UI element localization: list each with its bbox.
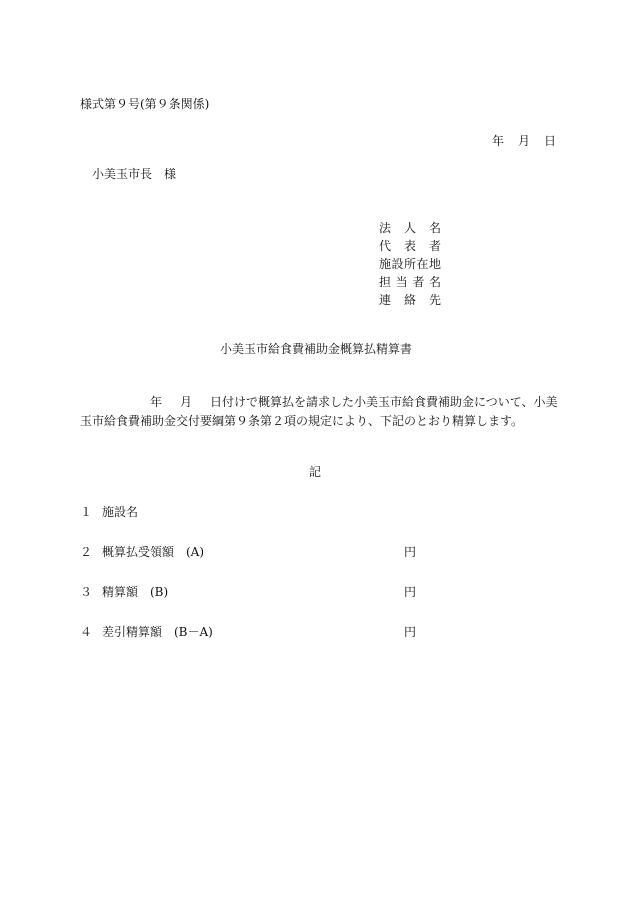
body-line-1 [80, 393, 558, 412]
applicant-field-corporation-name [379, 219, 441, 237]
applicant-char: 連 [379, 293, 392, 307]
item-unit-yen: 円 [404, 585, 417, 599]
submission-date [492, 133, 556, 149]
applicant-char: 表 [403, 239, 416, 253]
item-label: 差引精算額 (B－A) [102, 625, 213, 639]
applicant-char: 人 [403, 221, 416, 235]
document-title: 小美玉市給食費補助金概算払精算書 [220, 342, 413, 356]
item-number: ４ [80, 625, 93, 639]
body-paragraph [80, 393, 558, 431]
date-month-label: 月 [518, 134, 531, 148]
item-facility-name [80, 504, 138, 520]
applicant-char: 所 [403, 257, 416, 271]
applicant-char: 設 [391, 257, 404, 271]
applicant-char: 代 [379, 239, 392, 253]
date-year-label: 年 [492, 134, 505, 148]
recipient: 小美玉市長 様 [92, 167, 177, 181]
item-number: ２ [80, 545, 93, 559]
applicant-char: 名 [428, 221, 441, 235]
body-line-1-text: 日付けで概算払を請求した小美玉市給食費補助金について、小美 [210, 395, 558, 409]
applicant-field-representative [379, 237, 441, 255]
applicant-char: 者 [428, 239, 441, 253]
ki-heading: 記 [309, 465, 322, 479]
item-number: ３ [80, 585, 93, 599]
item-label: 概算払受領額 (A) [102, 545, 205, 559]
applicant-field-contact [379, 291, 441, 309]
body-year: 年 [150, 395, 163, 409]
applicant-char: 者 [412, 275, 425, 289]
item-advance-received [80, 544, 417, 560]
body-month: 月 [180, 395, 193, 409]
applicant-char: 当 [395, 275, 408, 289]
item-difference-amount [80, 624, 417, 640]
applicant-fields [379, 219, 441, 309]
form-number: 様式第９号(第９条関係) [80, 97, 210, 111]
item-label: 精算額 (B) [102, 585, 169, 599]
applicant-char: 担 [379, 275, 392, 289]
applicant-field-person-in-charge [379, 273, 441, 291]
applicant-char: 在 [416, 257, 429, 271]
applicant-char: 法 [379, 221, 392, 235]
applicant-char: 先 [428, 293, 441, 307]
applicant-char: 地 [428, 257, 441, 271]
date-day-label: 日 [544, 134, 557, 148]
item-label: 施設名 [102, 505, 139, 519]
applicant-char: 名 [428, 275, 441, 289]
applicant-field-facility-address [379, 255, 441, 273]
item-number: １ [80, 505, 93, 519]
body-line-2: 玉市給食費補助金交付要綱第９条第２項の規定により、下記のとおり精算します。 [80, 414, 524, 428]
item-settlement-amount [80, 584, 417, 600]
applicant-char: 施 [379, 257, 392, 271]
item-unit-yen: 円 [404, 625, 417, 639]
applicant-char: 絡 [403, 293, 416, 307]
item-unit-yen: 円 [404, 545, 417, 559]
